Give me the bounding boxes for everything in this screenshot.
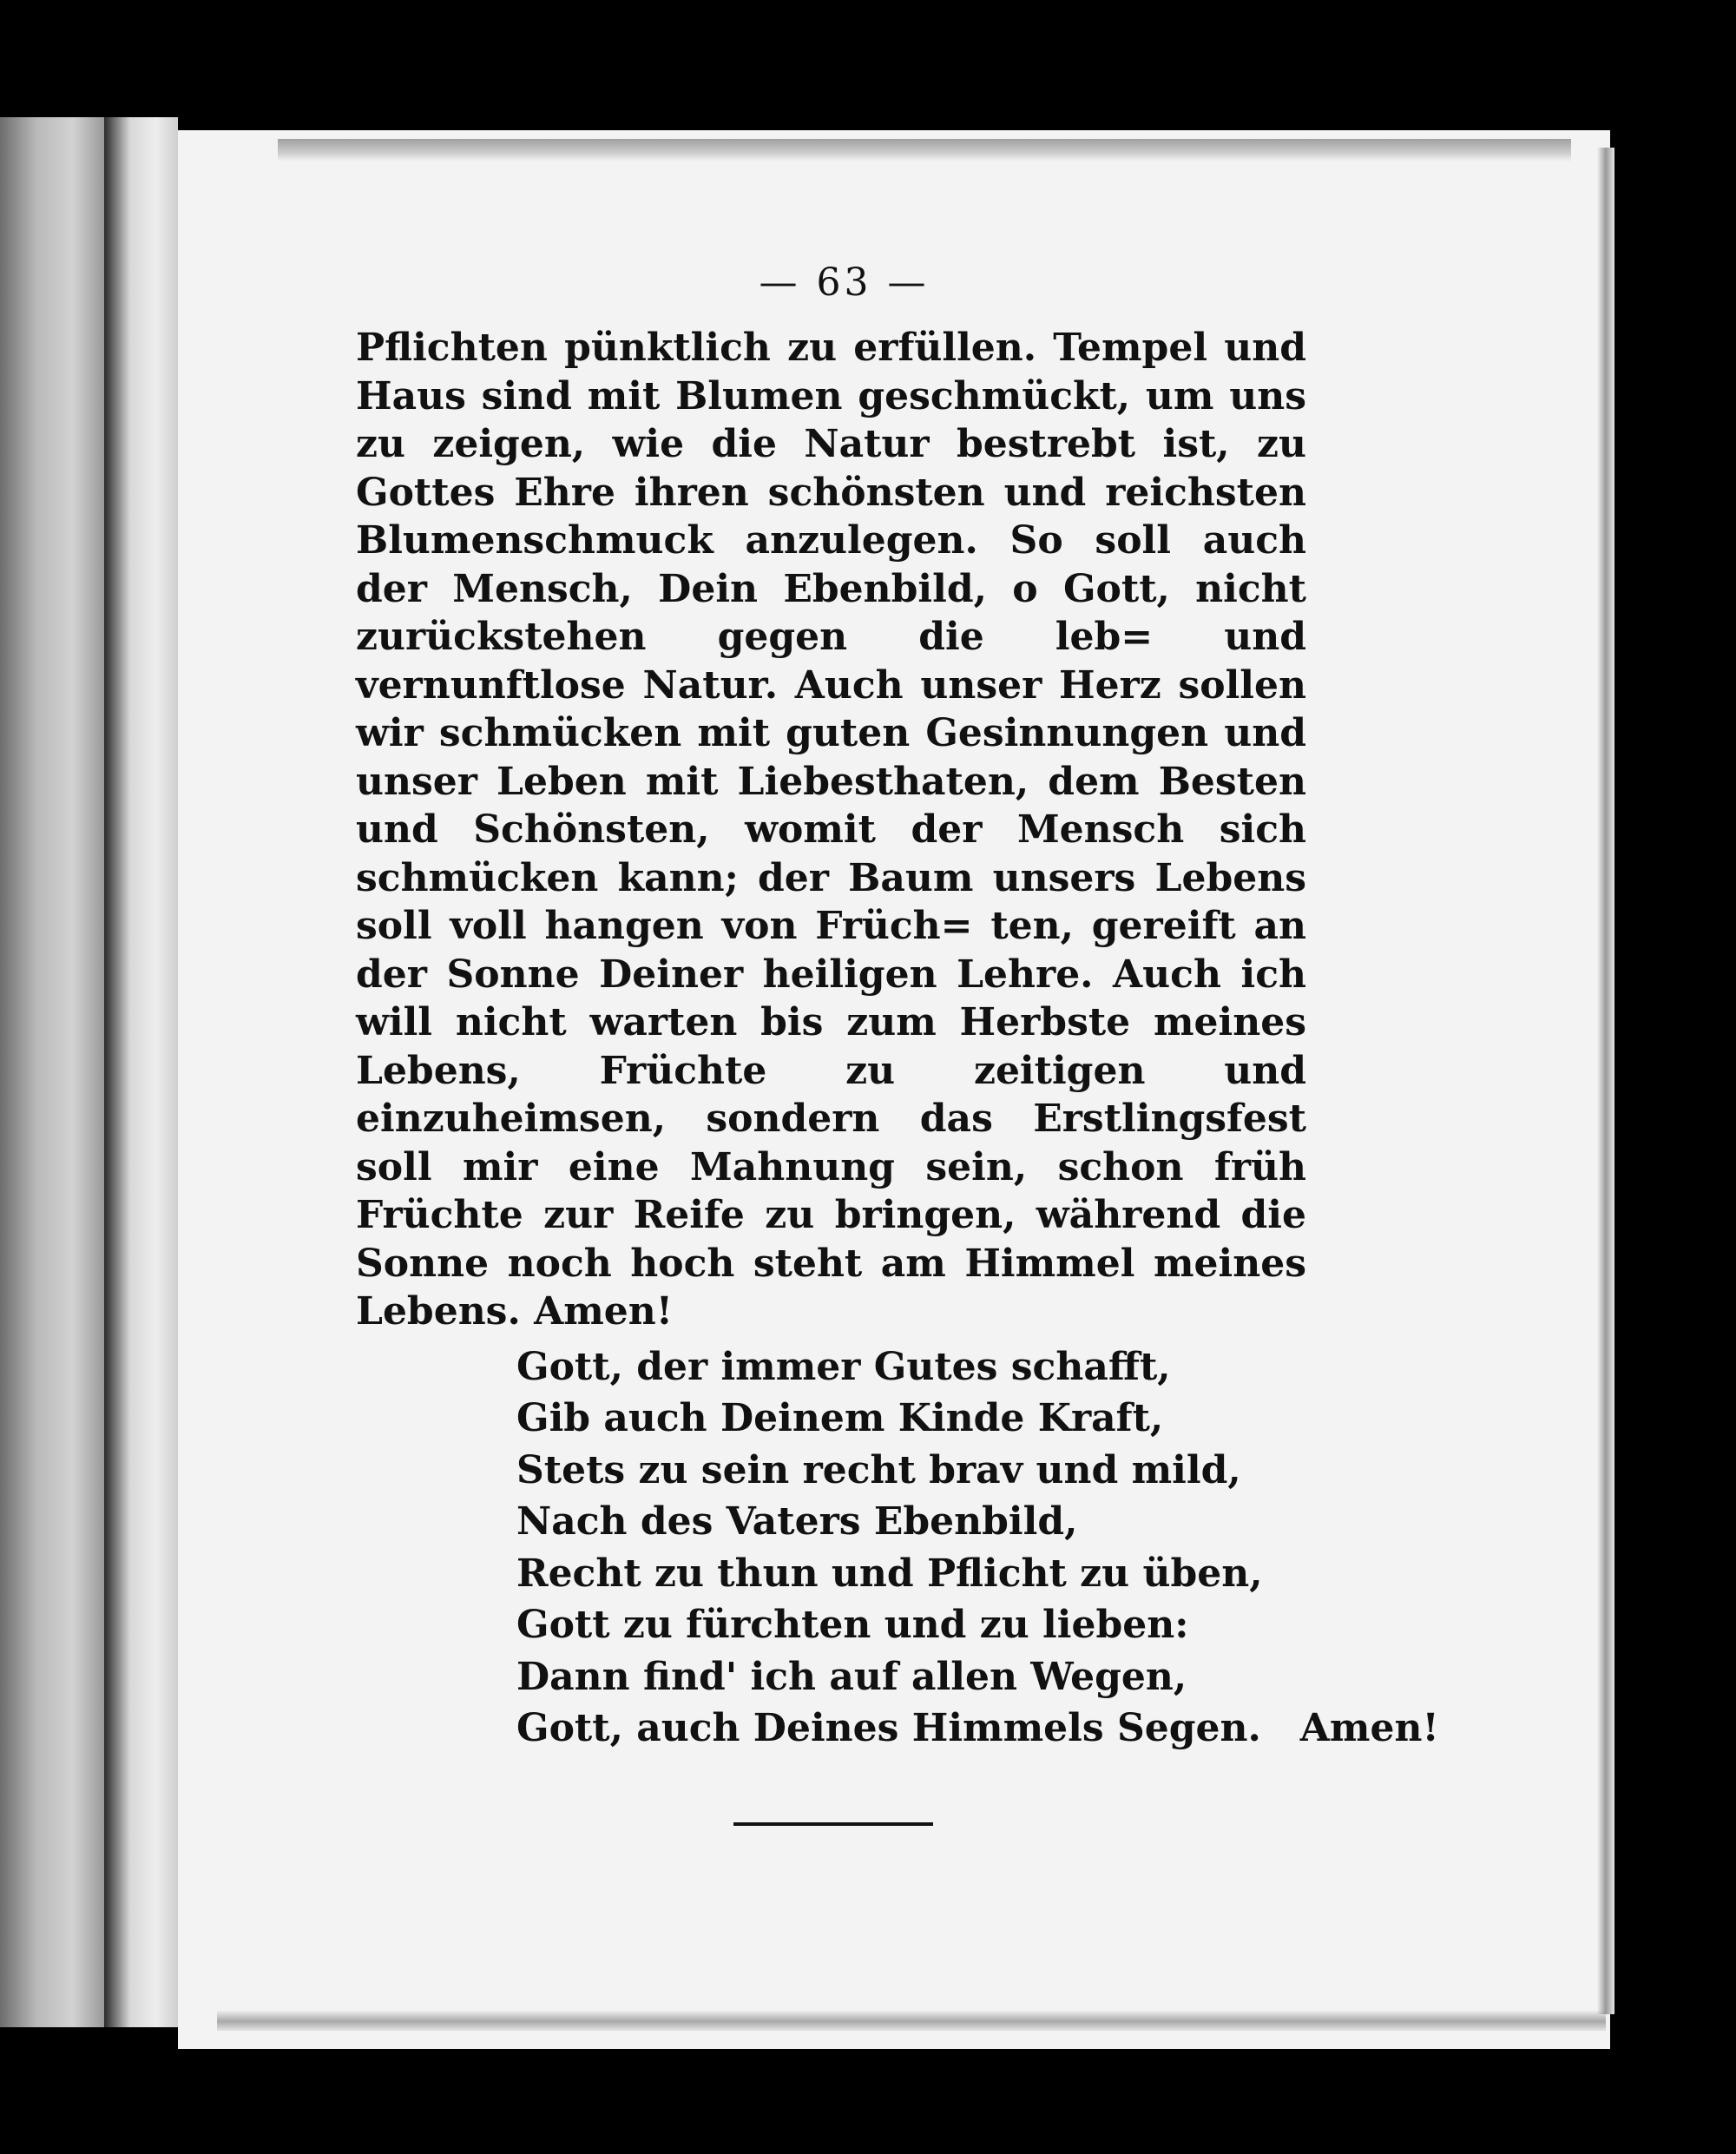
page-bottom-edge (217, 2010, 1606, 2031)
left-facing-page (0, 117, 104, 2027)
prose-line: kann; der Baum unsers Lebens soll voll hangen von Früch= (356, 855, 1306, 948)
poem-line: Gott, auch Deines Himmels Segen. (516, 1706, 1261, 1750)
poem-line: Dann find' ich auf allen Wegen, (516, 1654, 1187, 1699)
prose-line: zu zeitigen und einzuheimsen, sondern das Erstlingsfest soll (356, 1048, 1306, 1189)
prose-line: bestrebt ist, zu Gottes Ehre ihren schönsten und reichsten (356, 422, 1306, 515)
prose-line: Pflichten pünktlich zu erfüllen. Tempel und Haus sind (356, 326, 1306, 418)
prose-line: mit Blumen geschmückt, um uns zu zeigen, wie die Natur (356, 373, 1307, 466)
prose-line: dem Besten und Schönsten, womit der Mensch sich schmücken (356, 759, 1306, 900)
page-right-edge (1597, 148, 1614, 2014)
poem-line: Gott zu fürchten und zu lieben: (516, 1603, 1189, 1647)
page-top-shadow (278, 139, 1571, 161)
prose-line: vernunftlose Natur. Auch unser Herz sollen wir schmücken (356, 662, 1306, 755)
book-gutter (104, 117, 178, 2027)
prose-line: ich will nicht warten bis zum Herbste meines Lebens, Früchte (356, 952, 1306, 1093)
poem-line: Gott, der immer Gutes schafft, (516, 1344, 1171, 1389)
prose-line: mit guten Gesinnungen und unser Leben mit Liebesthaten, (356, 711, 1306, 804)
prose-line: bringen, während die Sonne noch hoch steht am Himmel (356, 1193, 1306, 1286)
prose-line: Ebenbild, o Gott, nicht zurückstehen gegen die leb= und (356, 566, 1306, 659)
page-content (356, 260, 1439, 1826)
prose-line: meines Lebens. Amen! (356, 1241, 1306, 1334)
poem-last-line (516, 1703, 1439, 1755)
poem (516, 1341, 1439, 1755)
poem-line: Recht zu thun und Pflicht zu üben, (516, 1551, 1263, 1596)
poem-line: Gib auch Deinem Kinde Kraft, (516, 1396, 1164, 1440)
poem-amen: Amen! (1299, 1706, 1439, 1750)
page-number: — 63 — (759, 260, 930, 305)
prose-paragraph (356, 324, 1306, 1336)
poem-line: Stets zu sein recht brav und mild, (516, 1447, 1241, 1492)
poem-line: Nach des Vaters Ebenbild, (516, 1499, 1078, 1544)
end-rule (733, 1822, 933, 1826)
prose-line: ten, gereift an der Sonne Deiner heiligen Lehre. Auch (356, 904, 1306, 997)
prose-line: Blumenschmuck anzulegen. So soll auch der Mensch, Dein (356, 518, 1306, 611)
prose-line: mir eine Mahnung sein, schon früh Früchte zur Reife zu (356, 1144, 1306, 1237)
